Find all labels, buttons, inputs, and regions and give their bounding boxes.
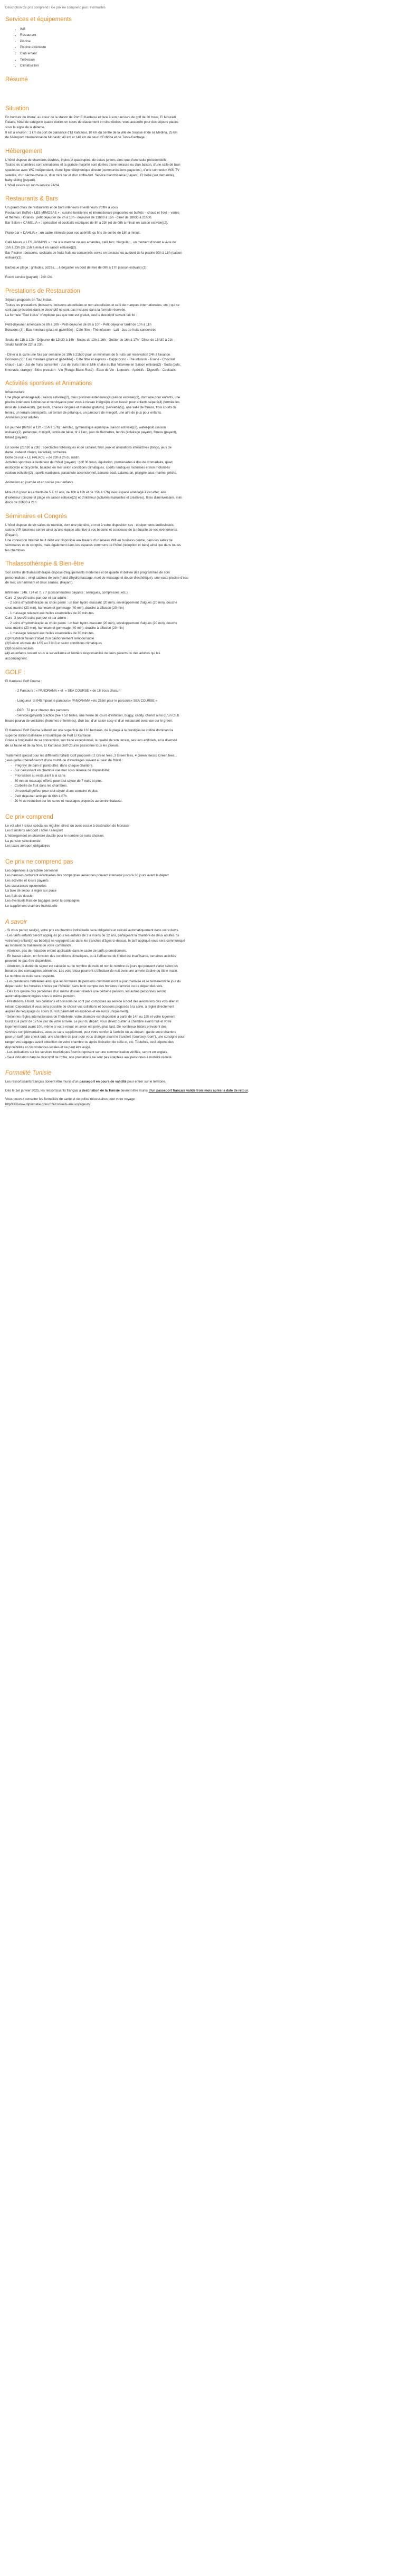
text-line: Les activités et loisirs payants: [5, 878, 49, 883]
text-line: sont pas précisées dans le descriptif ne sont pas incluses dans la formule réservée.: [5, 308, 127, 312]
text-line: Séjours proposés en Tout inclus.: [5, 298, 53, 302]
text-line: Bar Piscine : boissons, cocktails de fruits frais ou concentrés servis en terrasse ou au bord de la piscine 09h à 18h (saison: [5, 251, 182, 255]
text-line: de l'Aéroport International de Monastir, 40 km et 140 km de ceux d'Enfidha et de Tunis-Carthage.: [5, 136, 146, 140]
paragraph: [5, 523, 386, 553]
text-line: chaud - Lait - Jus de fruits concentré - Jus de fruits frais et Milk shake au Bar Vitamine en Saison estivale(2) - Soda (cola,: [5, 363, 181, 367]
text-line: Boissons (3) : Eau minérale (plate et gazéifiée) - Café filtre et express - Cappuccino - Thé infusion - Tisane - Chocolat: [5, 358, 175, 362]
text-line: Le nombre de nuits sera respecté.: [5, 974, 55, 978]
text-line: Infrastructure: [5, 390, 25, 395]
hebergement-text: [5, 158, 386, 188]
text-line: les chambres.: [5, 548, 26, 552]
text-line: La pension sélectionnée: [5, 839, 41, 843]
text-line: El Kantaoui Golf Course s'étend sur une superficie de 130 hectares, de la plage à la prestigieuse colline dominant la: [5, 729, 173, 733]
text-line: house pourvu de vestiaires (hommes et femmes), d'un bar, d'un salon cosy et d'un restaurant avec vue sur le green.: [5, 719, 173, 723]
text-line: Les frais de dossier: [5, 894, 34, 898]
text-line: Cure 3 jours/3 soins par jour et par adulte :: [5, 616, 69, 620]
text-line: Son centre de thalassothérapie dispose d'équipements modernes et de qualité et délivre des programmes de soin: [5, 571, 170, 575]
text-line: - Prégreyr de bain et pantoufles dans chaque chambre.: [5, 763, 93, 768]
text-line: - Priorisation au restaurant à la carte.: [5, 774, 66, 778]
service-item: • Wifi: [20, 27, 386, 32]
text-line: disco de 20h30 à 21h.: [5, 501, 37, 505]
text-line: Les assurances optionnelles: [5, 884, 47, 888]
paragraph: [5, 570, 386, 586]
page: [0, 0, 391, 1114]
activites-title: Activités sportives et Animations: [5, 380, 92, 387]
seminaires-title: Séminaires et Congrès: [5, 513, 67, 520]
restaurants-text: [5, 205, 386, 280]
text-line: séminaires et de congrès, mais également dans les espaces communs de l'hôtel (réception et bars) ainsi que dans toutes: [5, 543, 181, 548]
paragraph: [5, 445, 386, 476]
paragraph: [5, 753, 386, 804]
paragraph: [5, 275, 386, 280]
paragraph: [5, 338, 386, 348]
text-line: Les taxes aéroport obligatoires: [5, 844, 50, 848]
formalite-line-2-underlined: d'un passeport français valide trois mois après la date de retour: [148, 1088, 248, 1093]
resume-title: Résumé: [5, 76, 28, 83]
text-line: ) ees golfeur(bénéficieront d'une multitude d'avantages suivant au sein de l'hôtel :: [5, 759, 123, 763]
text-line: votre/vos) enfant(s) ou bébé(s) ne voyagent pas dans les tranches d'âges ci-dessus, le tarif appliqué vous sera communiqué: [5, 939, 185, 943]
text-line: - Seul indication dans le descriptif de l'offre, nos prestations ne sont pas adaptées aux personnes à mobilité réduite.: [5, 1055, 173, 1059]
text-line: L'hébergement en chambre double pour le nombre de nuits choisies: [5, 834, 104, 838]
text-line: Traitement spécial pour les différents forfaits Golf proposés ( 2 Green fees ,3 Green fees, 4 Green fees≥5 Green fees...: [5, 753, 177, 758]
comprend-title: Ce prix comprend: [5, 813, 53, 820]
text-line: L'hôtel dispose de six salles de réunion, dont une plénière, et met à votre disposition ses : équipements audiovisuels,: [5, 523, 175, 527]
paragraph: [5, 231, 386, 236]
section-hebergement: [5, 148, 386, 188]
text-line: Snaks tardif de 22h à 23h.: [5, 343, 44, 347]
text-line: sous-marine (20 min), hammam et gommage (40 min), douche à affusion (20 min): [5, 626, 124, 630]
ne-comprend-title: Ce prix ne comprend pas: [5, 858, 73, 865]
text-line: L'hôtel dispose de chambres doubles, triples et quadruples, de suites juniors ainsi que d'une suite présidentielle.: [5, 158, 168, 162]
comprend-text: [5, 823, 386, 849]
text-line: horaires des compagnies aériennes. Les vols retour pourront s'effectuer de nuit avec une arrivée tardive ou tôt le matin.: [5, 969, 178, 973]
text-line: Piano-bar « DAHLIA » : un cadre intimiste pour vos apéritifs ou fins de soirée de 18h à minuit.: [5, 231, 141, 235]
paragraph: [5, 679, 386, 684]
text-line: - Si vous partez seul(e), votre prix en chambre individuelle sera obligatoire et calculé automatiquement dans votre devis.: [5, 928, 179, 933]
text-line: retour. Cependant il vous sera possible de choisir vos collations et boissons proposés à la carte, à régler directement: [5, 1004, 174, 1009]
paragraph: [5, 322, 386, 332]
golf-title: GOLF :: [5, 669, 25, 676]
section-comprend: [5, 813, 386, 849]
formalite-link[interactable]: http/XXXwww.diplomatie.gouv.fr/fr/conseils-aux-voyageurs/: [5, 1103, 91, 1107]
paragraph: [5, 240, 386, 260]
text-line: Café Maure « LES JASMINS » : thé à la menthe ou aux amandes, café turc, Narguilé.... un moment d'orient à vivre de: [5, 241, 176, 245]
paragraph: [5, 425, 386, 440]
paragraph: [5, 698, 386, 704]
text-line: Toutes les prestations (boissons, boissons alcoolisées et non alcoolisées et café de marques internationales, etc.) qui ne: [5, 303, 180, 307]
section-restaurants: [5, 195, 386, 280]
breadcrumb-link-comprend[interactable]: Ce prix comprend: [22, 6, 49, 9]
paragraph: [5, 490, 386, 505]
text-line: - Petit déjeuner anticipé de 06h à 07h.: [5, 794, 68, 798]
text-line: - Un cocktail golfeur pour tout séjour d'une semaine et plus.: [5, 789, 99, 793]
text-line: dame, cabaret clients, karaoké), orchestre.: [5, 451, 68, 455]
text-line: et thèmes. Horaires : petit déjeuner de 7h à 10h - déjeuner de 13h00 à 15h - dîner de 18h30 à 21h00.: [5, 216, 153, 220]
text-line: L'hôtel assure un room-service 24/24.: [5, 183, 60, 187]
text-line: Mini-club (pour les enfants de 5 à 12 ans, de 10h à 12h et de 15h à 17h) avec espace aménagé à cet effet, aire: [5, 490, 166, 494]
paragraph: [5, 590, 386, 662]
text-line: - En basse saison, en fonction des conditions climatiques, ou à l'affluence de l'hôtel est insuffisante, certaines activités: [5, 954, 176, 958]
text-line: salons VIP, business centre ainsi qu'une équipe attentive à vos besoins et soucieuse de la réussite de vos événements.: [5, 528, 178, 532]
text-line: - 2 soins d'hydrothérapie au choix parmi : un bain hydro-massant (20 min), enveloppement d'algues (20 min), douche: [5, 621, 177, 625]
prestations-text: [5, 298, 386, 372]
text-line: Une plage aménagée(4) (saison estivale)(2), deux piscines extérieures(4)(saison estivale)(2), dont une pour enfants, une: [5, 395, 180, 399]
formalite-line-2-bold: destination de la Tunisie: [82, 1088, 120, 1093]
text-line: - Les indications sur les services touristiques fournis reposent sur une communication vérifiée, seront en anglais.: [5, 1050, 168, 1055]
text-line: En bordure du littoral, au cœur de la station de Port El Kantaoui et face à son parcours de golf de 36 trous, El Mouradi: [5, 115, 176, 119]
text-line: accompagnent.: [5, 657, 28, 661]
formalite-line-1: [5, 1079, 386, 1085]
text-line: (1)Prestation faisant l'objet d'un cautionnement remboursable: [5, 636, 94, 640]
text-line: - Les tarifs enfants seront appliqués pour les enfants de 2 à moins de 12 ans, partageant la chambre de deux adultes. Si: [5, 934, 179, 938]
text-line: Les hausses carburant éventuelles des compagnies aériennes pouvant intervenir jusqu'à 30 jours avant le départ: [5, 874, 169, 878]
hebergement-title: Hébergement: [5, 148, 42, 155]
text-line: Palace, hôtel de catégorie quatre étoiles en cours de classement en cinq étoiles, vous accueille pour des séjours placés: [5, 120, 179, 125]
text-line: 15h à 23h (de 15h à minuit en saison estivale)(2).: [5, 245, 77, 250]
section-formalite: [5, 1069, 386, 1107]
text-line: Le vol aller / retour spécial ou régulier, direct ou avec escale à destination de Monastir: [5, 823, 130, 828]
formalite-line-1-bold: passeport en cours de validité: [79, 1080, 127, 1084]
text-line: - Attention, la durée du séjour est calculée sur le nombre de nuits et non le nombre de jours qui peuvent varier selon les: [5, 964, 178, 968]
text-line: de mer, un hammam et deux saunas. (Payant).: [5, 581, 73, 585]
text-line: motocycle et bicyclette, balades en mer selon conditions climatiques, sports nautiques motorisés et non motorisés: [5, 466, 170, 470]
text-line: spacieuse avec WC indépendant, d'une ligne téléphonique directe (communications payantes), d'une connexion Wifi, TV: [5, 168, 180, 172]
paragraph: [5, 708, 386, 723]
text-line: (2)Saison estivale du 1/05 au 31/10 et selon conditions climatiques: [5, 641, 102, 646]
thalasso-text: [5, 570, 386, 661]
formalite-line-1-c: pour entrer sur le territoire.: [126, 1080, 166, 1084]
text-line: - Dîner à la carte une fois par semaine de 19h à 21h30 pour un minimum de 5 nuits sur réservation 24h à l'avance.: [5, 352, 171, 357]
text-line: Boissons (3) : Eau minérale (plate et gazéifiée) - Café filtre - Thé infusion - Lait - Jus de fruits concentrés: [5, 328, 157, 332]
text-line: de sa faune et de sa flore, El Kantaoui Golf Course passionne tous les joueurs.: [5, 744, 120, 748]
thalasso-title: Thalassothérapie & Bien-être: [5, 561, 84, 568]
text-line: (Payant).: [5, 533, 19, 537]
service-item: • Restaurant: [20, 33, 386, 38]
text-line: personnalisés : vingt cabines de soin (hand d'hydromassage, nuet de massage et douce d'esthétique), une vaste piscine d'eau: [5, 576, 188, 580]
text-line: Bar Salon « CAMELIA » : spécialisé et cocktails exotiques de 8h à 23h (et de 08h à minuit en saison estivale)(2).: [5, 221, 168, 225]
text-line: mois de Juillet-Août), (parasols, chaises longues et matelas gratuits), (serviette(5)), une salle de fitness, trois courts de: [5, 405, 177, 409]
section-golf: [5, 669, 386, 804]
activites-text: [5, 390, 386, 505]
text-line: satellite, d'un sèche-cheveux, d'un mini bar et d'un coffre-fort. Service blanchisserie (payant). Et bébé (sur demande),: [5, 173, 175, 177]
text-line: départ selon les horaires choisis par l'hôtelier, sans tenir compte des horaires d'arrivée ou de départ des vols.: [5, 984, 164, 989]
text-line: (4)Les enfants restent sous la surveillance et l'entière responsabilité de leurs parents ou des adultes qui les: [5, 652, 160, 656]
breadcrumb-link-formalites[interactable]: Formalités: [90, 6, 106, 9]
text-line: disponibilités et circonstances locales et ne peut être exigé.: [5, 1045, 91, 1049]
paragraph: [5, 688, 386, 694]
text-line: sous le signe de la détente.: [5, 125, 45, 129]
a-savoir-text: [5, 928, 386, 1060]
text-line: logement lourd avant 10h, même si votre retour en avion est prévu plus tard. De nombreux hôtels prévoient des: [5, 1025, 167, 1029]
text-line: - Prestations à bord : les collations et boissons ne sont pas comprises au service à bord des avions lors des vols aller et: [5, 1000, 179, 1004]
section-a-savoir: [5, 918, 386, 1060]
breadcrumb-description[interactable]: Description: [5, 6, 22, 9]
text-line: auprès de l'équipage ou cours du vol (paiement en espèces et en euros uniquement).: [5, 1010, 129, 1014]
text-line: services complémentaires, avec ou sans supplément, pour votre confort à l'arrivée ou au départ : garde votre chambre: [5, 1030, 177, 1034]
section-thalasso: [5, 560, 386, 661]
service-item: • Club enfant: [20, 51, 386, 56]
text-line: - 30 mn de massage offerte pour tout séjour de 7 nuits et plus.: [5, 779, 103, 783]
paragraph: [5, 205, 386, 225]
text-line: Petit-déjeuner américain de 8h à 10h - Petit-déjeuner de 8h à 10h - Petit-déjeuner tardif de 10h à 11h: [5, 323, 151, 327]
seminaires-text: [5, 523, 386, 553]
text-line: Il est à environ : 1 km du port de plaisance d'El Kantaoui, 10 km du centre de la ville de Sousse et de sa Médina, 25 km: [5, 130, 178, 135]
service-item: • Piscine: [20, 39, 386, 44]
golf-text: [5, 679, 386, 804]
services-list: [5, 27, 386, 69]
text-line: - Services(payant) practice (tee + 50 balles, une heure de cours d'initiation, buggy, caddy, chariot ainsi qu'un Club: [5, 714, 179, 717]
text-line: - Sur caissonant en chambre vue mer sous réserve de disponibilité.: [5, 769, 110, 773]
section-activites: [5, 380, 386, 505]
text-line: - Longueur di 045 mpour le parcours« PANORAMA »ets 253m pour le parcours« SEA COURSE »: [5, 698, 158, 703]
text-line: - Selon les règles internationales de l'hôtellerie, votre chambre est disponible à partir de 14h ou 15h et votre logement: [5, 1014, 176, 1019]
text-line: automatiquement logées sous la même pension.: [5, 994, 76, 999]
section-seminaires: [5, 513, 386, 553]
text-line: Barbecue plage : grillades, pizzas..., à déguster en bord de mer de 09h à 17h (saison estivale) (2).: [5, 265, 148, 270]
text-line: Animation pour adultes: [5, 416, 39, 420]
text-line: El Kantaoui Golf Course :: [5, 679, 42, 683]
situation-title: Situation: [5, 105, 29, 112]
text-line: superbe station balnéaire et touristique de Port El Kantaoui.: [5, 733, 92, 738]
text-line: La taxe de séjour à régler sur place: [5, 889, 56, 893]
text-line: - Corbeille de fruit dans les chambres.: [5, 784, 68, 788]
formalite-title: Formalité Tunisie: [5, 1070, 52, 1077]
text-line: limonade, orange) - Bière pression - Vin (Rouge-Blanc-Rosé) - Eaux de Vie - Liqueurs - Apéritifs - Digestifs - Cocktails.: [5, 368, 177, 372]
text-line: - Dès lors qu'une des personnes d'un même dossier réserve une certaine pension, les autres personnes seront: [5, 989, 166, 993]
text-line: Toutes les chambres sont climatisées et la grande majorité sont dotées d'une terrasse ou d'un balcon, d'une salle de bain: [5, 163, 180, 167]
text-line: Le supplément chambre individuelle: [5, 904, 58, 908]
text-line: billard (payant).: [5, 436, 28, 440]
breadcrumb-link-ne-comprend[interactable]: Ce prix ne comprend pas: [51, 6, 88, 9]
section-prestations: [5, 288, 386, 372]
formalite-line-2: Dès le 1er janvier 2025, les ressortissants français à destination de la Tunisie devront être munis d'un passeport français valide trois mois après la date de retour.: [5, 1088, 249, 1093]
text-line: - 1 massage relaxant aux huiles essentielles de 30 minutes.: [5, 611, 94, 615]
formalite-line-3: Vous pouvez consulter les formalités de santé et de police nécessaires pour votre voyage :: [5, 1097, 137, 1102]
text-line: Activités sportives à l'extérieur de l'hôtel (payant) : golf 36 trous, équitation, promenades à dos de dromadaire, quad,: [5, 461, 174, 465]
situation-text: [5, 115, 386, 140]
text-line: Infirmerie : 24h. / 24 et 7j. / 7 (consommables payants : seringues, compresses, etc.).: [5, 591, 129, 595]
paragraph: [5, 728, 386, 748]
text-line: estivale)(2).: [5, 256, 23, 260]
text-line: Grâce à l'originalité de sa conception, son tracé exceptionnel, la qualité de son terrain, ses lacs artificiels, et la diversité: [5, 739, 177, 743]
text-line: Boîte de nuit « LE PALACE » de 23h à 2h du matin.: [5, 455, 80, 459]
text-line: (saison estivale)(2) : sports nautiques, parachute ascensionnel, banana-boat, catamaran, plongée sous-marine, pêche.: [5, 471, 177, 475]
text-line: - 1 massage relaxant aux huiles essentielles de 30 minutes.: [5, 631, 94, 635]
text-line: - 2 Parcours : « PANORAMA » et « SEA COURSE » de 18 trous chacun: [5, 689, 120, 693]
text-line: piscine intérieure lumineuse et verdoyante pour vous à niveau intégré(4) et un bassin pour enfants séparé(4) (fermée les: [5, 400, 180, 405]
text-line: En journée (09h30 à 12h - 15h à 17h) : aérobic, gymnastique aquatique (saison estivale)(2), water-polo (saison: [5, 425, 166, 429]
formalite-line-1-a: Les ressortissants français doivent être munis d'un: [5, 1080, 80, 1084]
text-line: Les dépenses à caractère personnel: [5, 868, 59, 873]
services-title: Services et équipements: [5, 16, 72, 23]
service-item: • Télévision: [20, 58, 386, 63]
text-line: Restaurant Buffet « LES MIMOSAS » : cuisine tunisienne et internationale proposées en buffets – chaud et froid – variés: [5, 210, 179, 215]
text-line: La formule "Tout inclus" n'implique pas que tout est gratuit, seul le descriptif suivant fait foi :: [5, 313, 137, 317]
text-line: (3)Boissons locales: [5, 646, 34, 650]
service-item: • Climatisation: [20, 63, 386, 69]
text-line: Les éventuels frais de bagages selon la compagnie: [5, 899, 80, 903]
text-line: d'extérieur (piscine et plage en saison estivale(2)) et d'intérieur (activités manuelles et créatives), fêtes d'anniversaire, mini: [5, 495, 182, 500]
paragraph: [5, 352, 386, 372]
text-line: - Attention, pas de réduction enfant applicable dans le cadre de tarifs promotionnels.: [5, 949, 127, 953]
text-line: Snaks de 11h à 12h - Déjeuner de 12h30 à 14h - Snaks de 13h à 16h - Goûter de 16h à 17h - Dîner de 18h30 à 21h -: [5, 338, 175, 342]
text-line: estivale)(2), pétanque, minigolf, tennis de table, tir à l'arc, jeux de fléchettes, tennis (éclairage payant), fitness (payant),: [5, 430, 177, 435]
section-situation: [5, 105, 386, 140]
paragraph: [5, 265, 386, 271]
text-line: tennis, un terrain omnisports, un terrain de pétanque, un parcours de minigolf, une aire de jeux pour enfants.: [5, 410, 162, 415]
text-line: - Les prestations hôtelières ainsi que les formules de pensions commenceront le jour d'arrivée et se termineront le jour du: [5, 979, 181, 983]
text-line: pour un tarif (late check out), une chambre de jour pour vous changer avant le transfert ('courtesy room'), une consigne pour: [5, 1035, 185, 1039]
paragraph: [5, 298, 386, 318]
text-line: au moment du traitement de votre commande.: [5, 944, 72, 948]
text-line: baby-sitting (payant).: [5, 178, 36, 183]
text-line: - PAR : 72 pour chacun des parcours: [5, 708, 69, 713]
section-ne-comprend: [5, 858, 386, 909]
text-line: Animation en journée et en soirée pour enfants: [5, 481, 73, 485]
formalite-line-2-prefix: Dès le 1er janvier 2025, les ressortissants français à destination de la Tunisie devront être munis: [5, 1088, 149, 1093]
service-item: • Piscine extérieure: [20, 45, 386, 50]
breadcrumb: Description Ce prix comprend / Ce prix ne comprend pas / Formalités: [5, 6, 106, 9]
text-line: - 2 soins d'hydrothérapie au choix parmi : un bain hydro-massant (20 min), enveloppement d'algues (20 min), douche: [5, 601, 177, 605]
prestations-title: Prestations de Restauration: [5, 288, 80, 294]
text-line: Cure 2 jours/3 soins par jour et par adulte :: [5, 596, 69, 600]
text-line: Room service (payant) : 24h /24.: [5, 275, 53, 280]
text-line: ranger vos bagages avant obtention de votre chambre ou après libération de celle-ci, etc. Toutefois, ceci dépend des: [5, 1040, 174, 1044]
restaurants-title: Restaurants & Bars: [5, 196, 58, 203]
text-line: peuvent ne pas être disponibles.: [5, 959, 53, 963]
text-line: Une connexion Internet haut débit est disponible aux travers d'un réseau Wifi au business centre, dans les salles de: [5, 538, 173, 542]
text-line: lourd(e) à partir de 17h le jour de votre arrivée. Le jour du départ, vous devez quitter la chambre avant midi et votre: [5, 1020, 172, 1024]
paragraph: [5, 390, 386, 420]
a-savoir-title: A savoir: [5, 918, 27, 925]
ne-comprend-text: [5, 868, 386, 909]
text-line: sous-marine (20 min), hammam et gommage (40 min), douche à affusion (20 min): [5, 606, 124, 610]
paragraph: [5, 480, 386, 485]
text-line: Les transferts aéroport / hôtel / aéroport: [5, 829, 63, 833]
text-line: - 20 % de réduction sur les cures et massages proposés au centre thalasso.: [5, 799, 123, 803]
text-line: En soirée (21h30 à 23h) : spectacles folkloriques et de cabaret, fakir, jeux et animations interactives (bingo, jeux de: [5, 445, 172, 449]
text-line: Un grand choix de restaurants et de bars intérieurs et extérieurs s'offre à vous: [5, 206, 118, 210]
